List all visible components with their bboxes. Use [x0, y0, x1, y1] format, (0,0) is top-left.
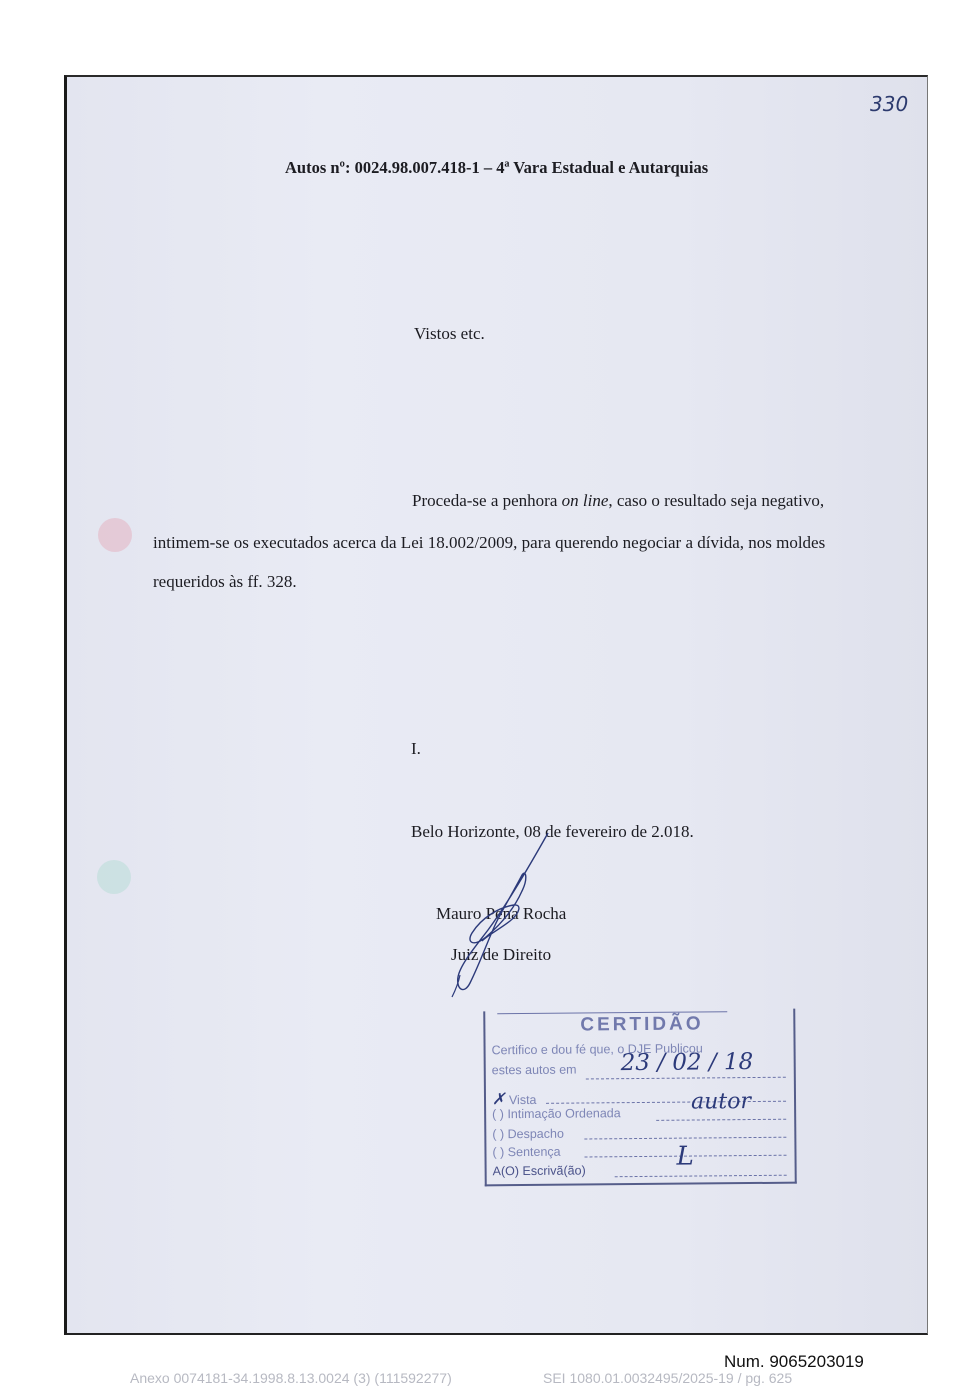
- stamp-handwritten-initial: L: [676, 1141, 694, 1172]
- case-heading: Autos nº: 0024.98.007.418-1 – 4ª Vara Estadual e Autarquias: [285, 158, 709, 177]
- judge-name: Mauro Pena Rocha: [436, 904, 567, 923]
- stamp-option-intimacao: ( ) Intimação Ordenada: [492, 1106, 621, 1122]
- stamp-title: CERTIDÃO: [580, 1013, 704, 1036]
- footer-sei: SEI 1080.01.0032495/2025-19 / pg. 625: [543, 1370, 793, 1386]
- i-mark: I.: [411, 739, 421, 758]
- document-number: Num. 9065203019: [724, 1352, 864, 1371]
- paragraph-line-3: requeridos às ff. 328.: [153, 572, 297, 591]
- stamp-date-rule: [586, 1077, 786, 1080]
- punch-hole-mark-top: [98, 518, 132, 552]
- vistos-text: Vistos etc.: [414, 324, 485, 343]
- stamp-handwritten-autor: autor: [690, 1089, 752, 1115]
- stamp-intimacao-rule: [656, 1119, 786, 1121]
- handwritten-signature: [430, 825, 580, 1000]
- stamp-escrivao-rule: [615, 1175, 787, 1178]
- stamp-despacho-rule: [584, 1137, 786, 1140]
- paragraph-line-1: [412, 491, 824, 511]
- footer-anexo: Anexo 0074181-34.1998.8.13.0024 (3) (111592277): [130, 1370, 452, 1386]
- stamp-line-certifico: Certifico e dou fé que, o DJE Publicou: [491, 1041, 703, 1058]
- paragraph-line-1-end: , caso o resultado seja negativo,: [608, 491, 825, 510]
- stamp-option-escrivao: A(O) Escrivã(ão): [492, 1163, 586, 1179]
- page-number: 330: [870, 92, 909, 116]
- stamp-handwritten-date: 23 / 02 / 18: [620, 1049, 754, 1077]
- stamp-option-despacho: ( ) Despacho: [492, 1126, 564, 1142]
- stamp-option-vista: [492, 1089, 537, 1108]
- paragraph-line-2: intimem-se os executados acerca da Lei 18.002/2009, para querendo negociar a dívida, nos moldes: [153, 533, 826, 552]
- stamp-option-vista-label: Vista: [508, 1092, 537, 1108]
- punch-hole-mark-bottom: [97, 860, 131, 894]
- stamp-option-sentenca: ( ) Sentença: [492, 1144, 561, 1160]
- check-mark-icon: ✗: [491, 1089, 506, 1109]
- judge-role: Juiz de Direito: [451, 945, 552, 964]
- on-line-emphasis: on line: [561, 491, 609, 510]
- stamp-line-autos: estes autos em: [491, 1062, 577, 1078]
- date-line: Belo Horizonte, 08 de fevereiro de 2.018.: [411, 822, 694, 841]
- certidao-stamp: [483, 1009, 797, 1187]
- paragraph-line-1-start: Proceda-se a penhora: [412, 491, 562, 510]
